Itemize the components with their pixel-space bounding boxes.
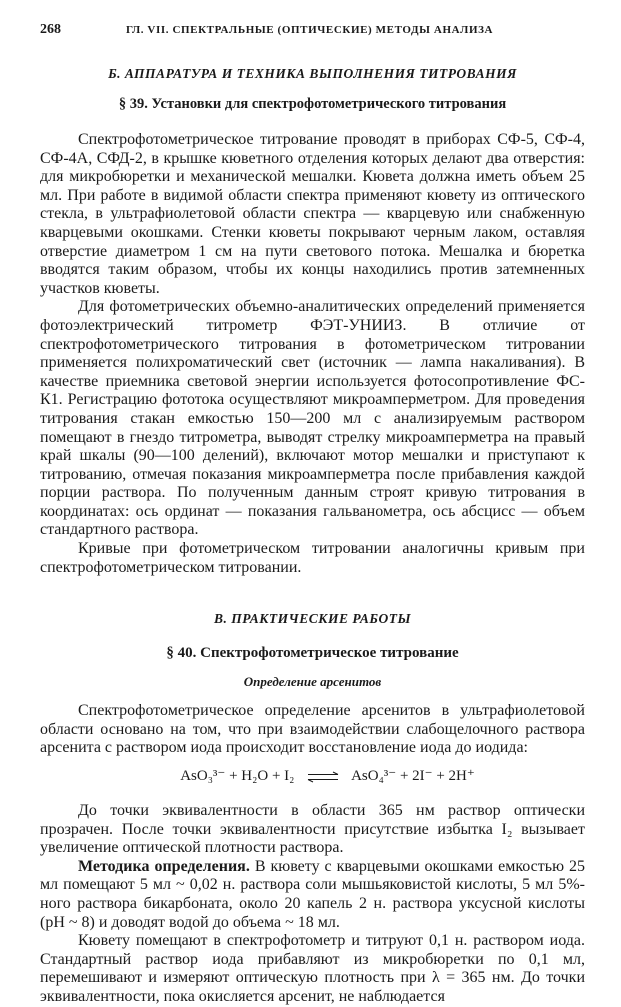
paragraph-titration-procedure: Кювету помещают в спектрофотометр и титруют 0,1 н. раствором иода. Стандартный раствор иода прибавляют из микробюретки по 0,1 мл, перемешивают и измеряют оптическую плотность при λ = 365 нм. До точки эквивалентности, пока окисляется арсенит, не наблюдается	[40, 932, 585, 1005]
paragraph-setup: Спектрофотометрическое титрование проводят в приборах СФ-5, СФ-4, СФ-4А, СФД-2, в крышке кюветного отделения которых делают два отверстия: для микробюретки и механической мешалки. Кювета должна иметь объем 25 мл. При работе в видимой области спектра применяют кювету из оптического стекла, в ультрафиолетовой области спектра — кварцевую или снабженную кварцевыми окошками. Стенки кюветы покрывают черным лаком, оставляя отверстие диаметром 1 см на пути светового потока. Мешалка и бюретка вводятся таким образом, чтобы их концы находились против затемненных участков кюветы.	[40, 131, 585, 297]
reaction-equation	[70, 764, 585, 788]
book-page	[40, 22, 585, 1007]
method-text: В кювету с кварцевыми окошками емкостью 25 мл помещают 5 мл ~ 0,02 н. раствора соли мышьяковистой кислоты, 5 мл 5%-ного раствора бикарбоната, около 20 капель 2 н. раствора уксусной кислоты (pH ~ 8) и доводят водой до объема ~ 18 мл.	[40, 857, 586, 931]
section-39-heading: § 39. Установки для спектрофотометрического титрования	[118, 96, 507, 112]
section-v-heading: В. ПРАКТИЧЕСКИЕ РАБОТЫ	[213, 611, 412, 627]
section-b-heading: Б. АППАРАТУРА И ТЕХНИКА ВЫПОЛНЕНИЯ ТИТРОВАНИЯ	[108, 66, 517, 81]
paragraph-method	[40, 858, 585, 932]
arsenite-subheading: Определение арсенитов	[243, 674, 382, 690]
page-number: 268	[40, 22, 61, 37]
running-head	[40, 22, 585, 42]
running-title: ГЛ. VII. СПЕКТРАЛЬНЫЕ (ОПТИЧЕСКИЕ) МЕТОДЫ АНАЛИЗА	[126, 24, 494, 36]
equation-left: AsO₃³⁻ + H₂O + I₂	[180, 768, 295, 785]
paragraph-curves: Кривые при фотометрическом титровании аналогичны кривым при спектрофотометрическом титровании.	[40, 540, 585, 576]
paragraph-photometric-titrometer: Для фотометрических объемно-аналитических определений применяется фотоэлектрический титрометр ФЭТ-УНИИЗ. В отличие от спектрофотометрического титрования в фотометрическом титровании применяется полихроматический свет (источник — лампа накаливания). В качестве приемника световой энергии используется фотосопротивление ФС-К1. Регистрацию фототока осуществляют микроамперметром. Для проведения титрования стакан емкостью 150—200 мл с анализируемым раствором помещают в гнездо титрометра, выводят стрелку микроамперметра на правый край шкалы (90—100 делений), включают мотор мешалки и приступают к титрованию, отмечая показания микроамперметра после прибавления каждой порции раствора. По полученным данным строят кривую титрования в координатах: ось ординат — показания гальванометра, ось абсцисс — объем стандартного раствора.	[40, 298, 585, 539]
section-40-heading: § 40. Спектрофотометрическое титрование	[166, 645, 459, 662]
equation-right: AsO₄³⁻ + 2I⁻ + 2H⁺	[351, 768, 475, 785]
method-lead: Методика определения.	[78, 857, 250, 875]
equilibrium-arrows-icon	[306, 771, 340, 783]
paragraph-arsenite-intro: Спектрофотометрическое определение арсенитов в ультрафиолетовой области основано на том, что при взаимодействии слабощелочного раствора арсенита с раствором иода происходит восстановление иода до иодида:	[40, 702, 585, 757]
paragraph-equivalence: До точки эквивалентности в области 365 нм раствор оптически прозрачен. После точки эквивалентности присутствие избытка I₂ вызывает увеличение оптической плотности раствора.	[40, 802, 585, 857]
